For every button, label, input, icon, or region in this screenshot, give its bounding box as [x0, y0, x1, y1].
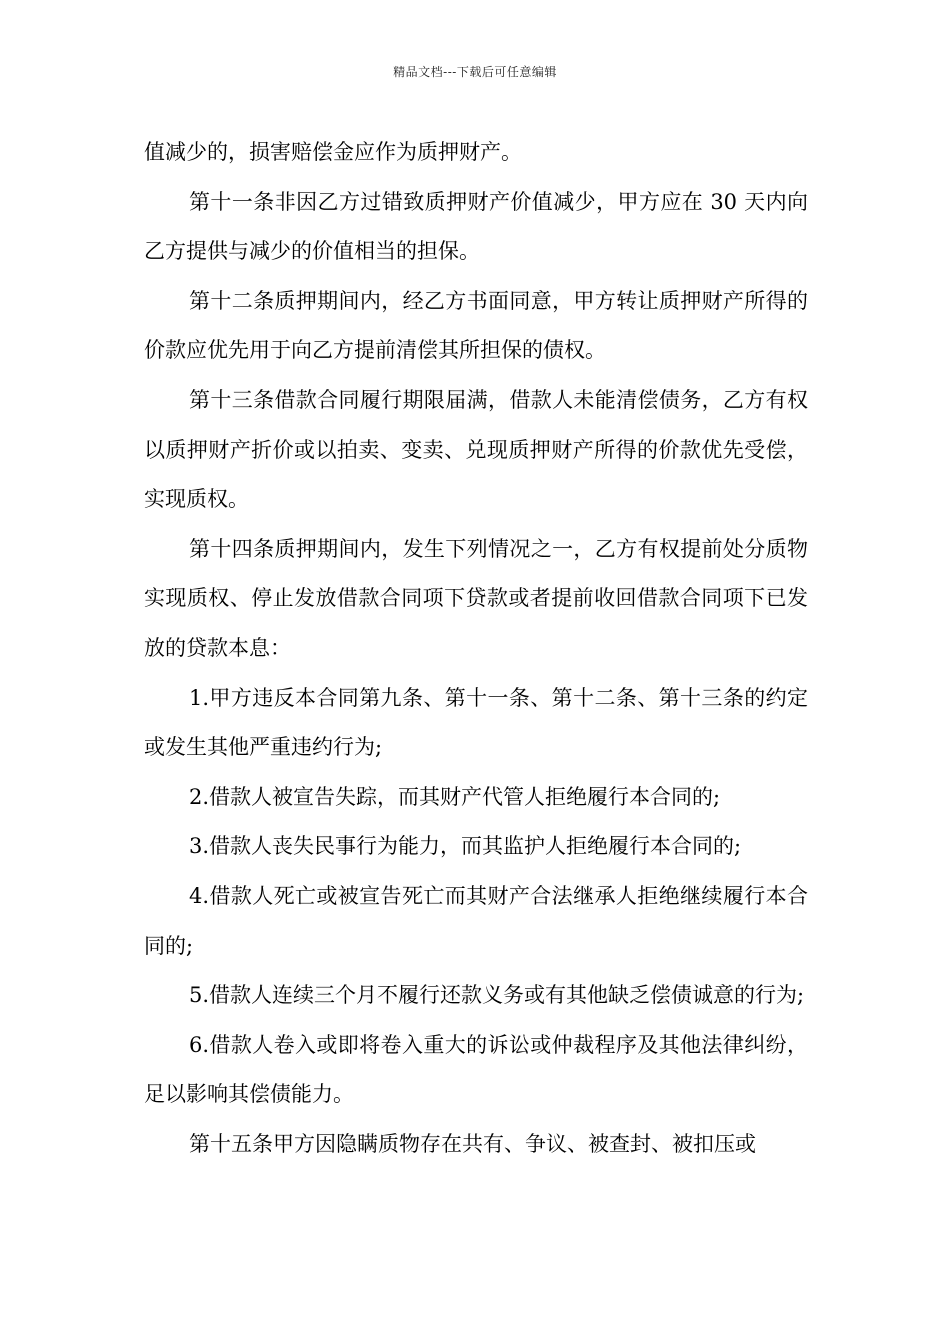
- list-item-3: 3.借款人丧失民事行为能力，而其监护人拒绝履行本合同的;: [189, 834, 742, 859]
- list-item-6: 6.借款人卷入或即将卷入重大的诉讼或仲裁程序及其他法律纠纷，足以影响其偿债能力。: [144, 1032, 808, 1107]
- document-body: [144, 128, 808, 1169]
- paragraph-article-11: 第十一条非因乙方过错致质押财产价值减少，甲方应在 30 天内向乙方提供与减少的价值相当的担保。: [144, 189, 808, 264]
- list-item-5: 5.借款人连续三个月不履行还款义务或有其他缺乏偿债诚意的行为;: [189, 983, 805, 1008]
- paragraph-article-14: 第十四条质押期间内，发生下列情况之一，乙方有权提前处分质物实现质权、停止发放借款合同项下贷款或者提前收回借款合同项下已发放的贷款本息：: [144, 536, 808, 660]
- list-item-2: 2.借款人被宣告失踪，而其财产代管人拒绝履行本合同的;: [189, 784, 721, 809]
- paragraph-article-12: 第十二条质押期间内，经乙方书面同意，甲方转让质押财产所得的价款应优先用于向乙方提前清偿其所担保的债权。: [144, 288, 808, 363]
- paragraph-continuation: 值减少的，损害赔偿金应作为质押财产。: [144, 140, 522, 164]
- paragraph-article-15: 第十五条甲方因隐瞒质物存在共有、争议、被查封、被扣压或: [189, 1131, 756, 1156]
- list-item-1: 1.甲方违反本合同第九条、第十一条、第十二条、第十三条的约定或发生其他严重违约行为;: [144, 685, 808, 760]
- page-header: 精品文档---下载后可任意编辑: [393, 65, 557, 79]
- list-item-4: 4.借款人死亡或被宣告死亡而其财产合法继承人拒绝继续履行本合同的;: [144, 883, 808, 958]
- paragraph-article-13: 第十三条借款合同履行期限届满，借款人未能清偿债务，乙方有权以质押财产折价或以拍卖、变卖、兑现质押财产所得的价款优先受偿，实现质权。: [144, 387, 808, 512]
